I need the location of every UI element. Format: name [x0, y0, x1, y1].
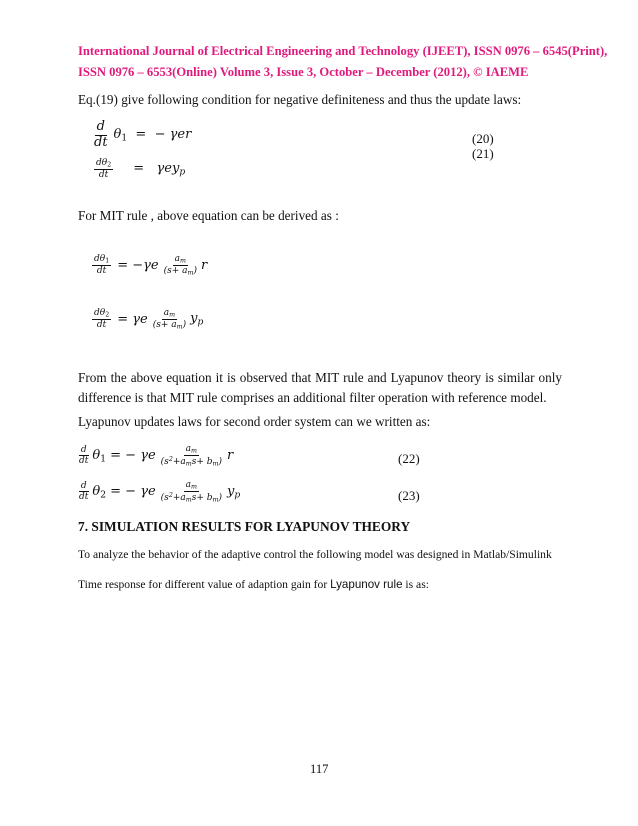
journal-header-line2: ISSN 0976 – 6553(Online) Volume 3, Issue 3, October – December (2012), © IAEME	[78, 65, 529, 79]
equation-21: $\frac{d\theta_2}{dt}$ = γey$_p$	[96, 158, 186, 180]
time-response-text-a: Time response for different value of adaption gain for	[78, 578, 331, 591]
journal-header	[78, 41, 607, 83]
page-number: 117	[310, 762, 329, 776]
simulation-paragraph: To analyze the behavior of the adaptive control the following model was designed in Matlab/Simulink	[78, 548, 552, 561]
time-response-paragraph	[78, 578, 429, 591]
equation-21-number: (21)	[472, 146, 494, 161]
equation-22: $\frac{d}{dt}$ $\theta_1$ = − γe $\frac{a_m}{(s^2+a_ms+ b_m)}$ r	[79, 444, 234, 468]
equation-20-number: (20)	[472, 131, 494, 146]
mit-equation-1: $\frac{d\theta_1}{dt}$ = −γe $\frac{a_m}{(s+ a_m)}$ r	[94, 254, 208, 277]
equation-20: $\frac{d}{dt}$ $\theta_1$ = − γer	[94, 119, 192, 150]
equation-22-number: (22)	[398, 451, 420, 466]
comparison-paragraph: From the above equation it is observed that MIT rule and Lyapunov theory is similar only difference is that MIT rule comprises an additional filter operation with reference model.	[78, 370, 562, 405]
mit-equation-2: $\frac{d\theta_2}{dt}$ = γe $\frac{a_m}{(s+ a_m)}$ $y_p$	[94, 308, 204, 331]
section-heading: 7. SIMULATION RESULTS FOR LYAPUNOV THEORY	[78, 519, 411, 534]
time-response-text-c: is as:	[402, 578, 429, 591]
intro-paragraph: Eq.(19) give following condition for negative definiteness and thus the update laws:	[78, 92, 522, 107]
time-response-lyapunov: Lyapunov rule	[330, 578, 403, 591]
journal-header-line1: International Journal of Electrical Engineering and Technology (IJEET), ISSN 0976 – 6545(Print),	[78, 44, 608, 58]
equation-23: $\frac{d}{dt}$ $\theta_2$ = − γe $\frac{a_m}{(s^2+a_ms+ b_m)}$ $y_p$	[79, 480, 241, 504]
mit-rule-paragraph: For MIT rule , above equation can be derived as :	[78, 208, 339, 223]
equation-23-number: (23)	[398, 488, 420, 503]
lyapunov-paragraph: Lyapunov updates laws for second order system can we written as:	[78, 414, 431, 429]
